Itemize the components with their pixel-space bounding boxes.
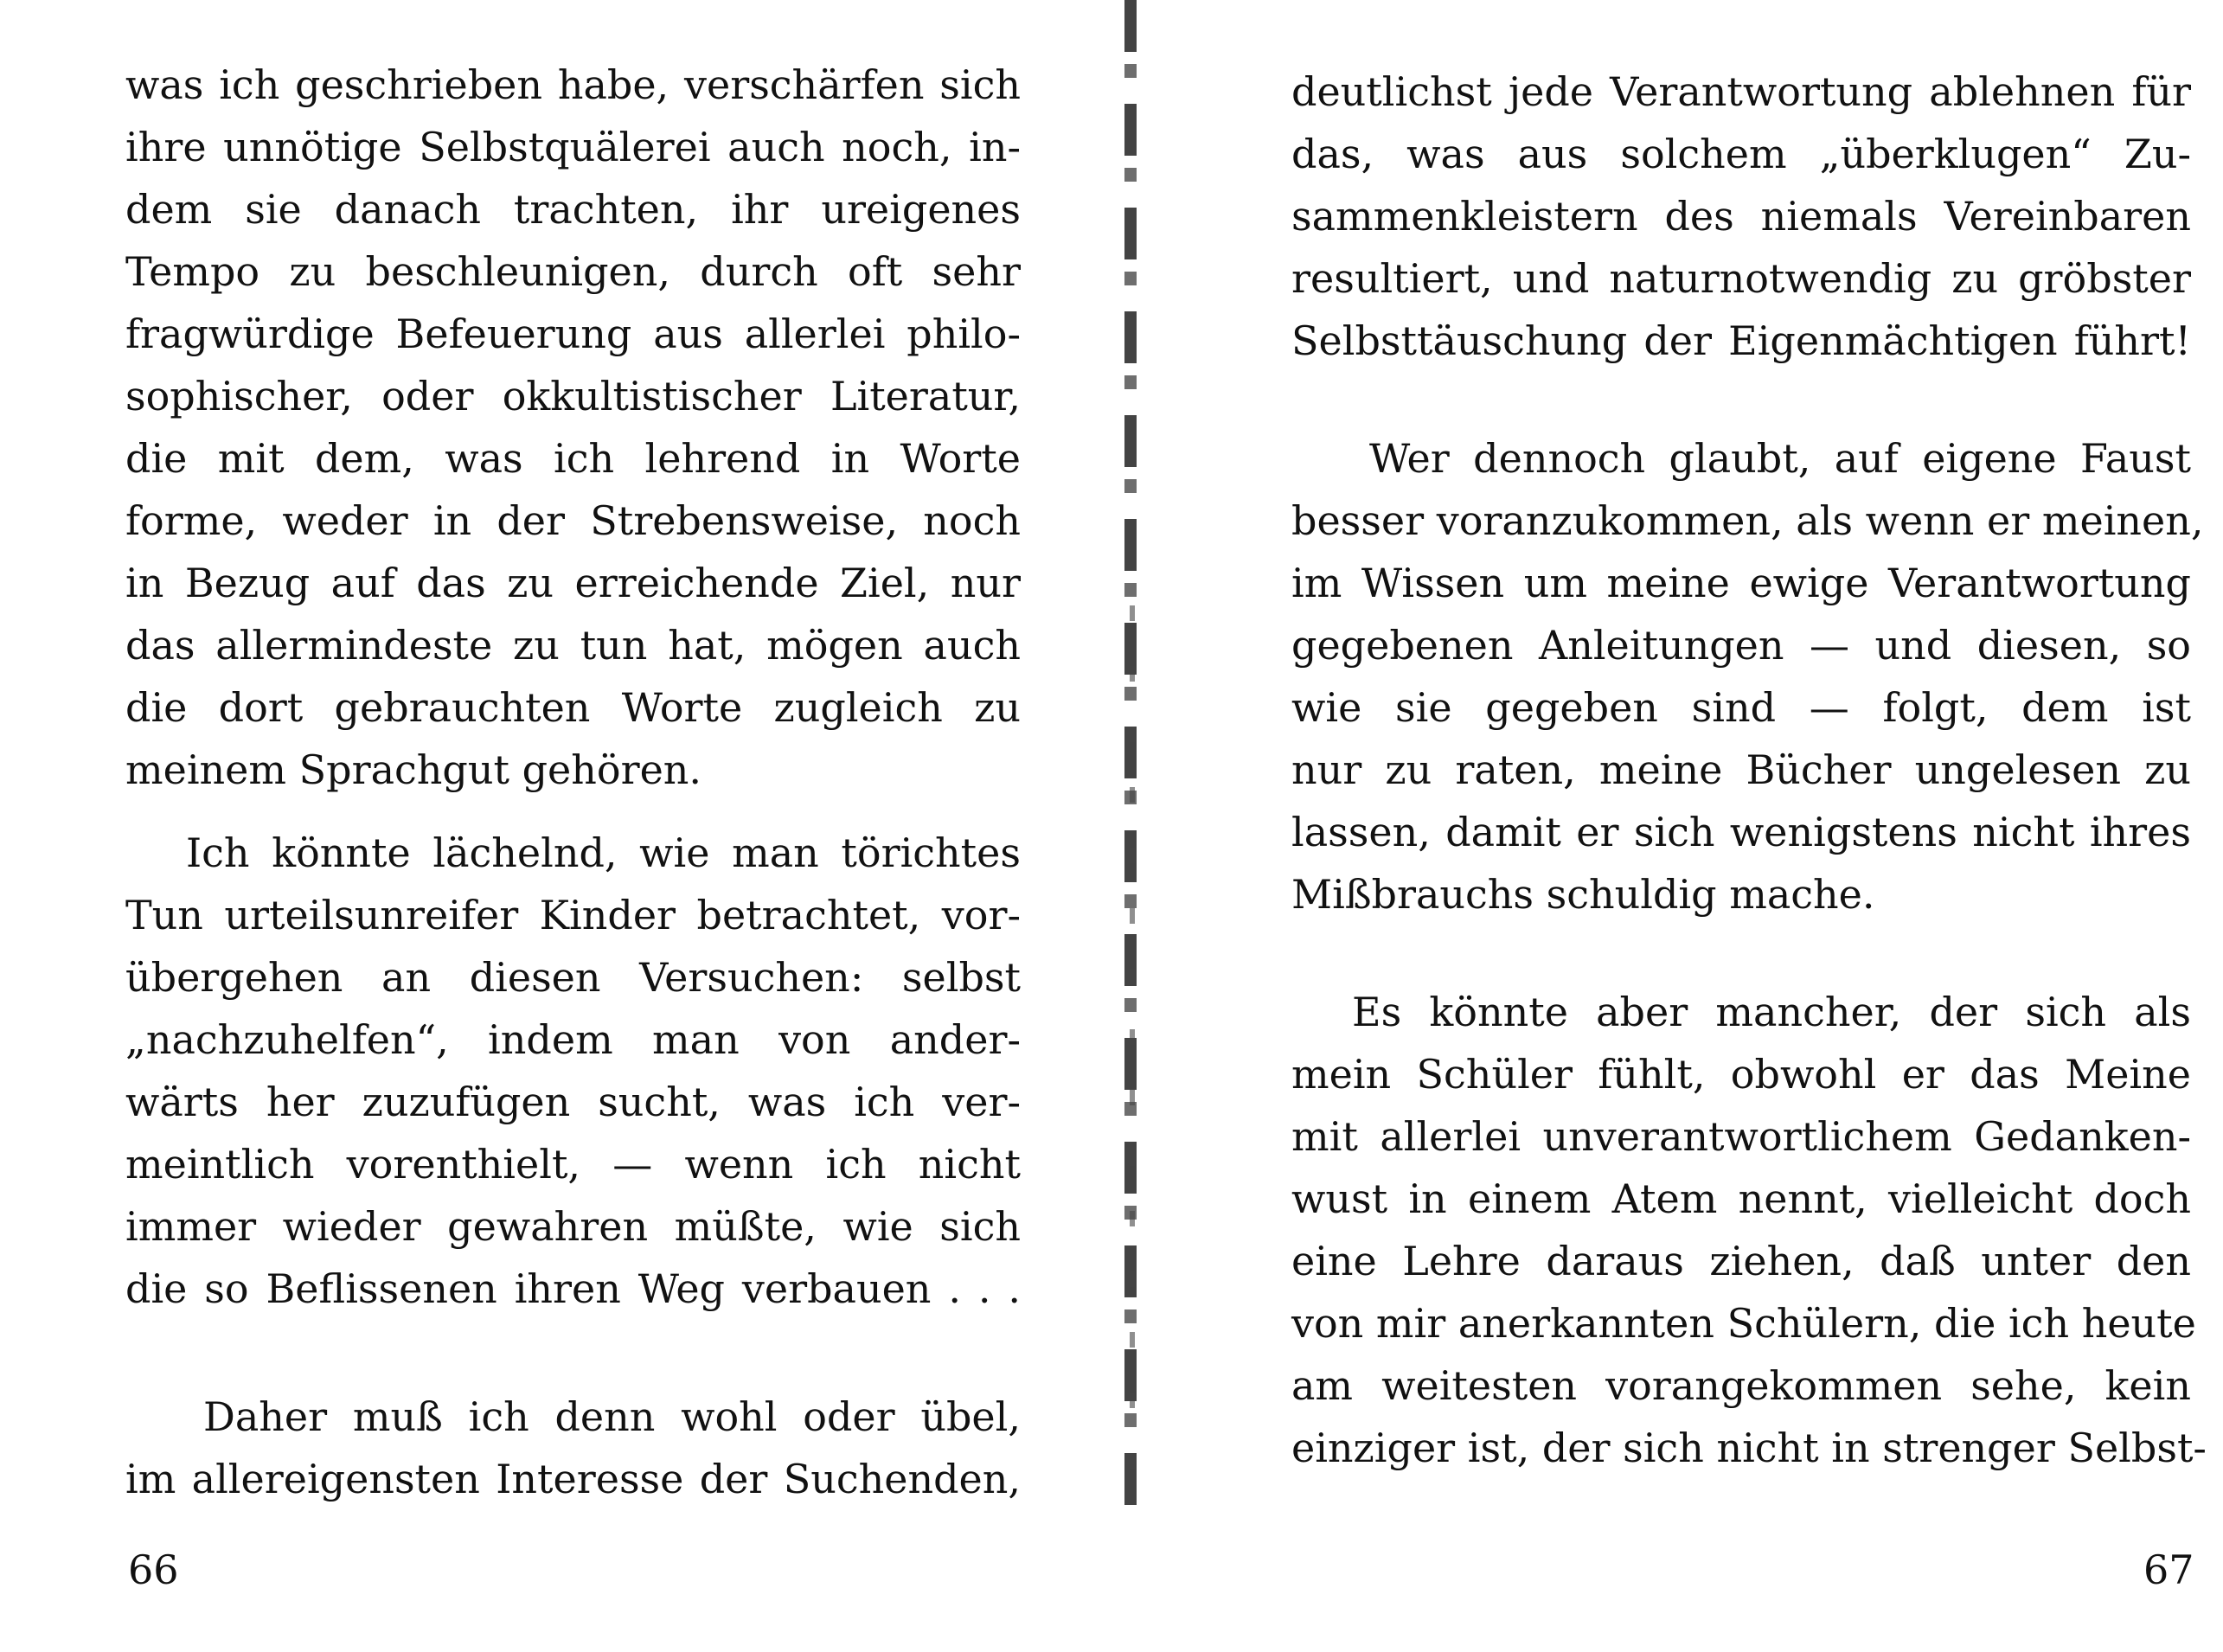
text-line: Tempo zu beschleunigen, durch oft sehr <box>125 248 1021 295</box>
text-line: immer wieder gewahren müßte, wie sich <box>125 1203 1021 1250</box>
text-line: Es könnte aber mancher, der sich als <box>1352 989 2191 1035</box>
text-line: ihre unnötige Selbstquälerei auch noch, in- <box>125 124 1021 170</box>
paragraph <box>125 1386 1021 1510</box>
text-line: im allereigensten Interesse der Suchenden, <box>125 1456 1021 1502</box>
text-line: sophischer, oder okkultistischer Literatur, <box>125 373 1021 419</box>
paragraph <box>125 822 1021 1320</box>
text-line: gegebenen Anleitungen — und diesen, so <box>1291 622 2191 669</box>
text-line: wie sie gegeben sind — folgt, dem ist <box>1291 684 2191 731</box>
text-line: mit allerlei unverantwortlichem Gedanken- <box>1291 1113 2191 1160</box>
text-line: wärts her zuzufügen sucht, was ich ver- <box>125 1079 1021 1125</box>
left-page-text <box>125 54 1021 1510</box>
right-page <box>1112 0 2223 1652</box>
paragraph <box>1291 61 2191 372</box>
text-line: das allermindeste zu tun hat, mögen auch <box>125 622 1021 669</box>
text-line: fragwürdige Befeuerung aus allerlei philo- <box>125 311 1021 357</box>
text-line: von mir anerkannten Schülern, die ich heute <box>1291 1300 2196 1347</box>
text-line: dem sie danach trachten, ihr ureigenes <box>125 186 1021 233</box>
text-line: Wer dennoch glaubt, auf eigene Faust <box>1369 435 2191 482</box>
paragraph <box>1291 981 2207 1479</box>
text-line: übergehen an diesen Versuchen: selbst <box>125 954 1021 1001</box>
text-line: das, was aus solchem „überklugen“ Zu- <box>1291 131 2191 177</box>
text-line: Daher muß ich denn wohl oder übel, <box>203 1393 1021 1440</box>
text-line: was ich geschrieben habe, verschärfen sich <box>125 61 1021 108</box>
text-line: sammenkleistern des niemals Vereinbaren <box>1291 193 2191 240</box>
text-line: wust in einem Atem nennt, vielleicht doch <box>1291 1175 2191 1222</box>
text-line: deutlichst jede Verantwortung ablehnen für <box>1291 68 2191 115</box>
page-number: 67 <box>2143 1546 2194 1593</box>
text-line: die mit dem, was ich lehrend in Worte <box>125 435 1021 482</box>
text-line: die dort gebrauchten Worte zugleich zu <box>125 684 1021 731</box>
text-line: am weitesten vorangekommen sehe, kein <box>1291 1362 2191 1409</box>
paragraph <box>1291 427 2204 925</box>
text-line: im Wissen um meine ewige Verantwortung <box>1291 560 2191 606</box>
text-line: forme, weder in der Strebensweise, noch <box>125 497 1021 544</box>
text-line: nur zu raten, meine Bücher ungelesen zu <box>1291 746 2191 793</box>
text-line: in Bezug auf das zu erreichende Ziel, nur <box>125 560 1021 606</box>
text-line: „nachzuhelfen“, indem man von ander- <box>125 1016 1021 1063</box>
text-line: eine Lehre daraus ziehen, daß unter den <box>1291 1238 2191 1284</box>
text-line: Mißbrauchs schuldig mache. <box>1291 871 1875 918</box>
text-line: die so Beflissenen ihren Weg verbauen . . . <box>125 1265 1021 1312</box>
text-line: Ich könnte lächelnd, wie man törichtes <box>186 829 1021 876</box>
text-line: meintlich vorenthielt, — wenn ich nicht <box>125 1141 1021 1188</box>
text-line: meinem Sprachgut gehören. <box>125 746 702 793</box>
text-line: lassen, damit er sich wenigstens nicht ihres <box>1291 809 2191 855</box>
right-page-text <box>1291 61 2207 1479</box>
page-number: 66 <box>128 1546 179 1593</box>
text-line: Tun urteilsunreifer Kinder betrachtet, vor- <box>125 892 1021 938</box>
paragraph <box>125 54 1021 801</box>
text-line: einziger ist, der sich nicht in strenger Selbst- <box>1291 1425 2207 1471</box>
text-line: besser voranzukommen, als wenn er meinen, <box>1291 497 2204 544</box>
text-line: resultiert, und naturnotwendig zu gröbster <box>1291 255 2191 302</box>
text-line: mein Schüler fühlt, obwohl er das Meine <box>1291 1051 2191 1098</box>
text-line: Selbsttäuschung der Eigenmächtigen führt! <box>1291 317 2191 364</box>
